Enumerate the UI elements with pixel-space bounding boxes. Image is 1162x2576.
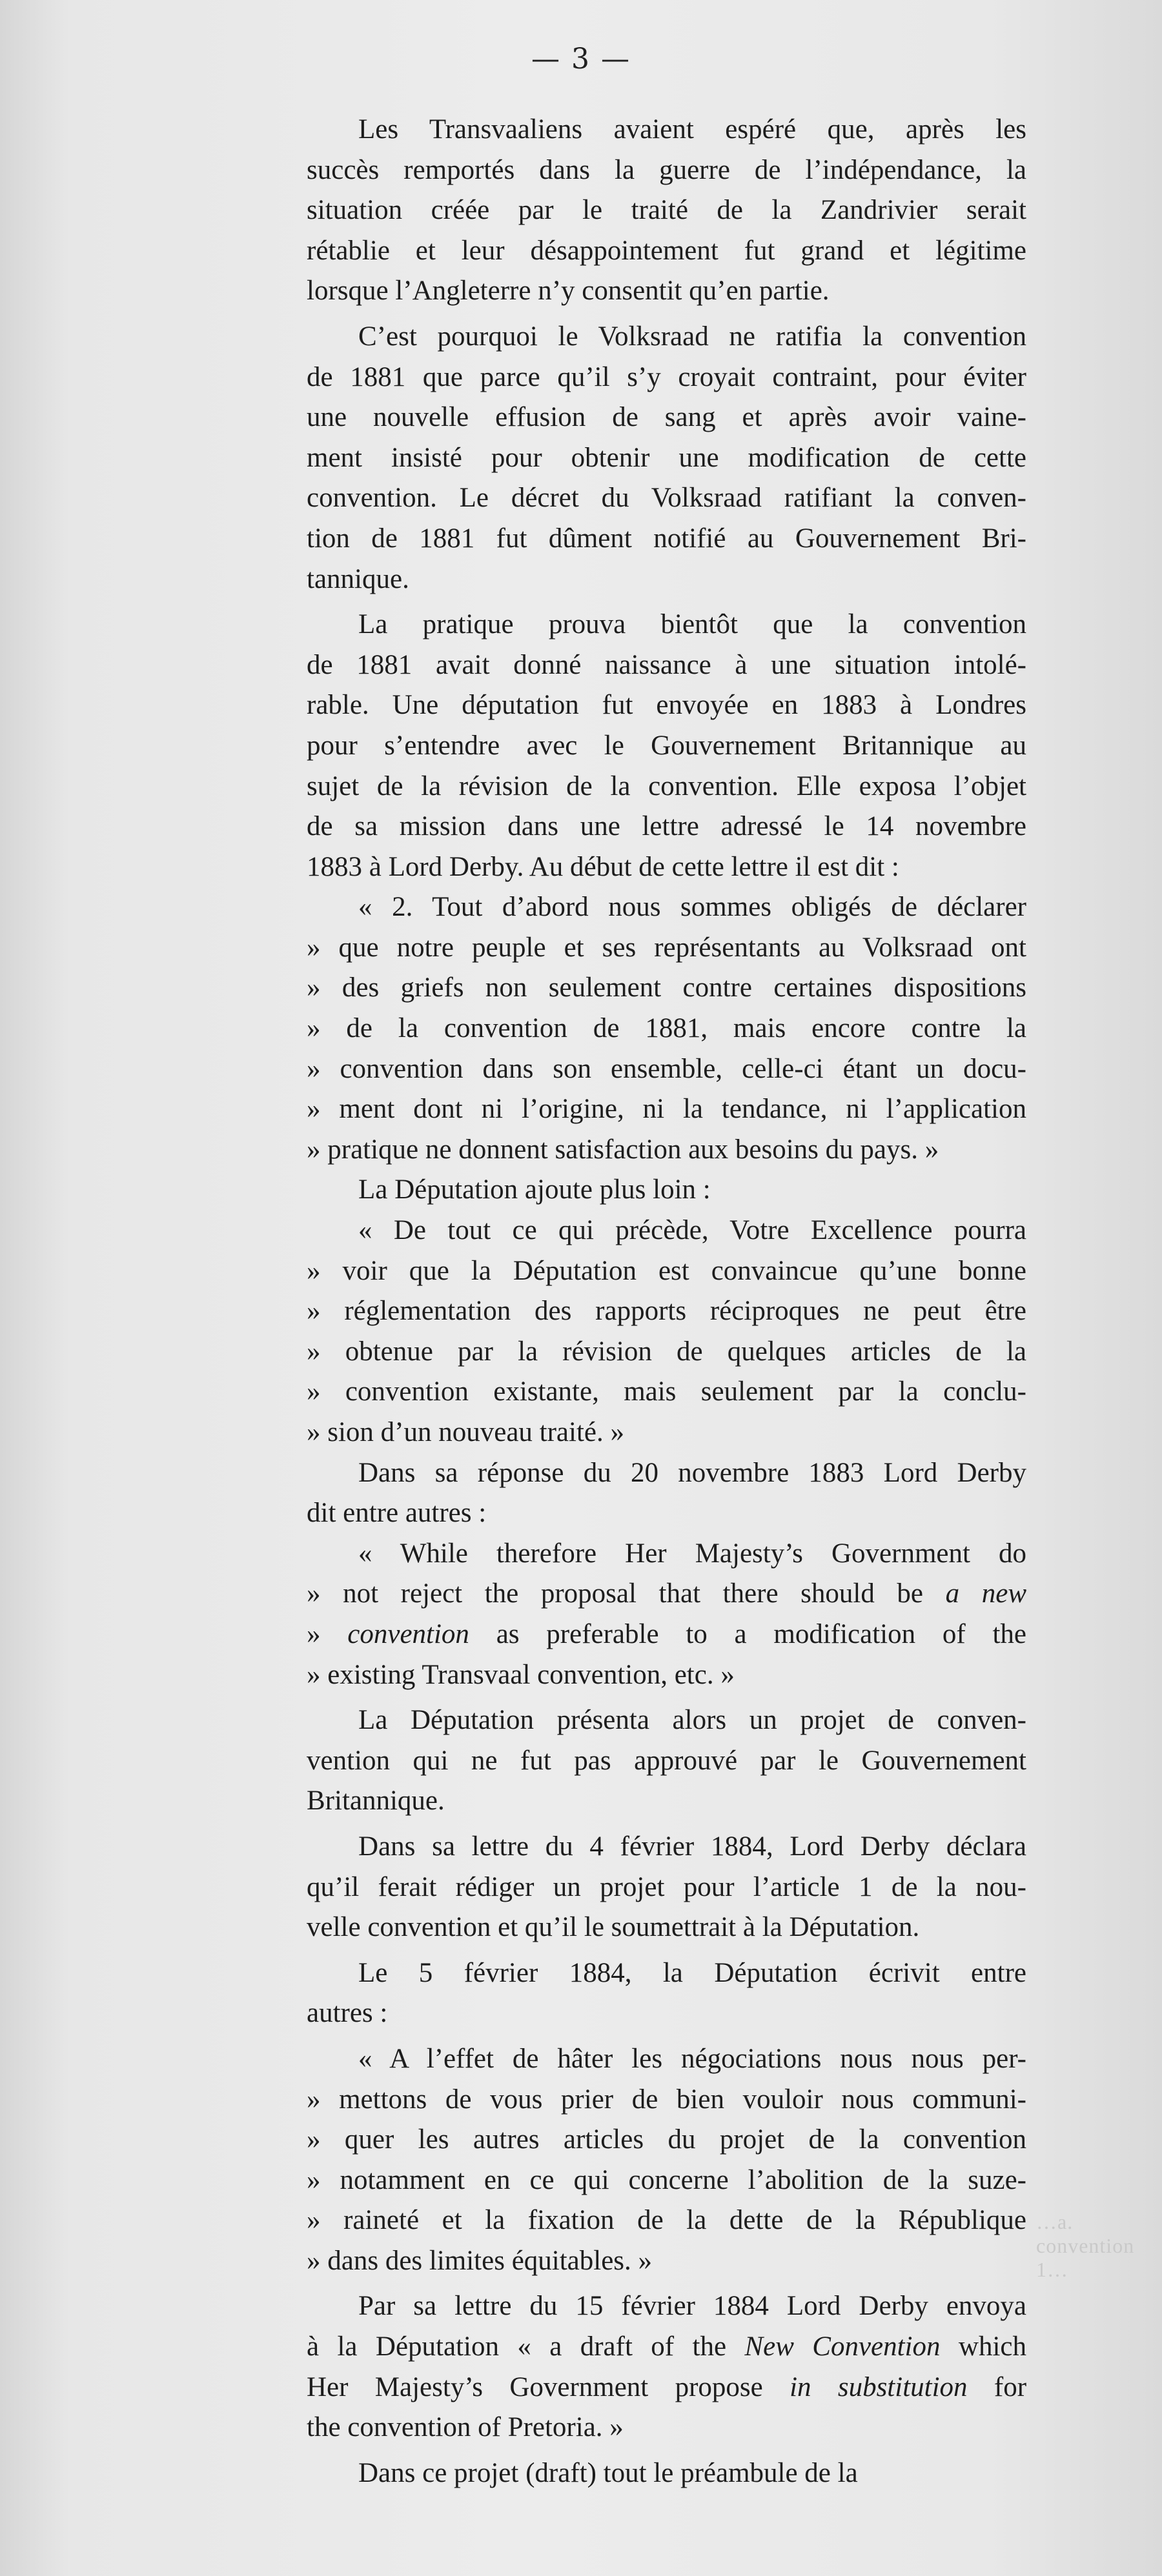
emphasis: New Convention	[744, 2331, 941, 2362]
text-line: Dans sa lettre du 4 février 1884, Lord Derby déclara	[358, 1831, 1026, 1862]
text-line: sujet de la révision de la convention. Elle exposa l’objet	[307, 770, 1026, 801]
text-line: pour s’entendre avec le Gouvernement Britannique au	[307, 730, 1026, 761]
text-line: La Députation présenta alors un projet de conven-	[358, 1705, 1026, 1736]
text-line: rable. Une députation fut envoyée en 1883 à Londres	[307, 690, 1026, 721]
quote-text: » not reject the proposal that there should be	[307, 1578, 924, 1609]
text-run: which	[958, 2331, 1026, 2362]
quote-line: » existing Transvaal convention, etc. »	[307, 1659, 735, 1690]
text-run: Her Majesty’s Government propose	[307, 2371, 763, 2402]
text-line: 1883 à Lord Derby. Au début de cette lettre il est dit :	[307, 851, 899, 882]
text-line: Britannique.	[307, 1786, 445, 1816]
emphasis: a new	[945, 1578, 1026, 1609]
quote-line: » réglementation des rapports réciproques ne peut être	[307, 1296, 1026, 1327]
text-line: the convention of Pretoria. »	[307, 2412, 624, 2443]
quote-line: » convention existante, mais seulement par la conclu-	[307, 1376, 1026, 1407]
text-line: Dans sa réponse du 20 novembre 1883 Lord Derby	[358, 1457, 1026, 1488]
quote-line	[307, 1574, 1026, 1615]
text-line: lorsque l’Angleterre n’y consentit qu’en partie.	[307, 276, 830, 307]
quote-line: » notamment en ce qui concerne l’abolition de la suze-	[307, 2164, 1026, 2195]
text-line: Par sa lettre du 15 février 1884 Lord Derby envoya	[358, 2291, 1026, 2322]
quote-text: as preferable to a modification of the	[496, 1618, 1026, 1649]
document-body	[307, 110, 1026, 2493]
text-line: vention qui ne fut pas approuvé par le Gouvernement	[307, 1745, 1026, 1776]
text-line: tannique.	[307, 563, 409, 594]
quote-line: » des griefs non seulement contre certaines dispositions	[307, 972, 1026, 1003]
text-line: velle convention et qu’il le soumettrait à la Députation.	[307, 1912, 920, 1943]
quote-line: » que notre peuple et ses représentants au Volksraad ont	[307, 932, 1026, 963]
quote-line: » sion d’un nouveau traité. »	[307, 1417, 625, 1447]
text-line: autres :	[307, 1998, 388, 2029]
quote-line	[307, 1615, 1026, 1655]
quote-line: » obtenue par la révision de quelques articles de la	[307, 1336, 1026, 1367]
text-line: de sa mission dans une lettre adressé le 14 novembre	[307, 811, 1026, 842]
quote-prefix: »	[307, 1618, 348, 1649]
text-line	[307, 2327, 1026, 2368]
emphasis: convention	[347, 1618, 469, 1649]
quote-line: » mettons de vous prier de bien vouloir nous communi-	[307, 2084, 1026, 2115]
quote-line: » de la convention de 1881, mais encore contre la	[307, 1013, 1026, 1044]
text-line: dit entre autres :	[307, 1498, 487, 1529]
text-line: tion de 1881 fut dûment notifié au Gouvernement Bri-	[307, 523, 1026, 554]
quote-line: « De tout ce qui précède, Votre Excellence pourra	[358, 1215, 1026, 1246]
text-line: La pratique prouva bientôt que la convention	[358, 609, 1026, 640]
text-line: de 1881 que parce qu’il s’y croyait contraint, pour éviter	[307, 361, 1026, 392]
text-line: rétablie et leur désappointement fut grand et légitime	[307, 235, 1026, 266]
quote-line: « 2. Tout d’abord nous sommes obligés de déclarer	[358, 892, 1026, 923]
text-line: Les Transvaaliens avaient espéré que, après les	[358, 114, 1026, 145]
emphasis: in substitution	[790, 2371, 968, 2402]
text-line: ment insisté pour obtenir une modification de cette	[307, 442, 1026, 473]
quote-line: » raineté et la fixation de la dette de la République	[307, 2205, 1026, 2236]
text-line: Le 5 février 1884, la Députation écrivit entre	[358, 1957, 1026, 1988]
quote-line: » voir que la Députation est convaincue qu’une bonne	[307, 1255, 1026, 1286]
text-line: convention. Le décret du Volksraad ratifiant la conven-	[307, 483, 1026, 514]
page-number: — 3 —	[531, 43, 631, 75]
text-run: for	[994, 2371, 1026, 2402]
quote-line: « A l’effet de hâter les négociations nous nous per-	[358, 2043, 1026, 2074]
quote-line: » dans des limites équitables. »	[307, 2245, 653, 2276]
quote-line: » convention dans son ensemble, celle-ci étant un docu-	[307, 1053, 1026, 1084]
text-line: La Députation ajoute plus loin :	[358, 1174, 711, 1205]
quote-line: » quer les autres articles du projet de la convention	[307, 2124, 1026, 2155]
text-run: à la Députation « a draft of the	[307, 2331, 727, 2362]
text-line: qu’il ferait rédiger un projet pour l’article 1 de la nou-	[307, 1871, 1026, 1902]
text-line: C’est pourquoi le Volksraad ne ratifia la convention	[358, 321, 1026, 352]
text-line: de 1881 avait donné naissance à une situation intolé-	[307, 649, 1026, 680]
text-line: succès remportés dans la guerre de l’indépendance, la	[307, 154, 1026, 185]
quote-line: « While therefore Her Majesty’s Government do	[358, 1538, 1026, 1569]
text-line: une nouvelle effusion de sang et après avoir vaine-	[307, 402, 1026, 433]
quote-line: » ment dont ni l’origine, ni la tendance, ni l’application	[307, 1094, 1026, 1125]
text-line: situation créée par le traité de la Zandrivier serait	[307, 195, 1026, 226]
text-line	[307, 2368, 1026, 2408]
margin-mark: …a. convention 1…	[1036, 2210, 1135, 2281]
quote-line: » pratique ne donnent satisfaction aux besoins du pays. »	[307, 1134, 939, 1165]
text-line: Dans ce projet (draft) tout le préambule de la	[358, 2457, 858, 2488]
